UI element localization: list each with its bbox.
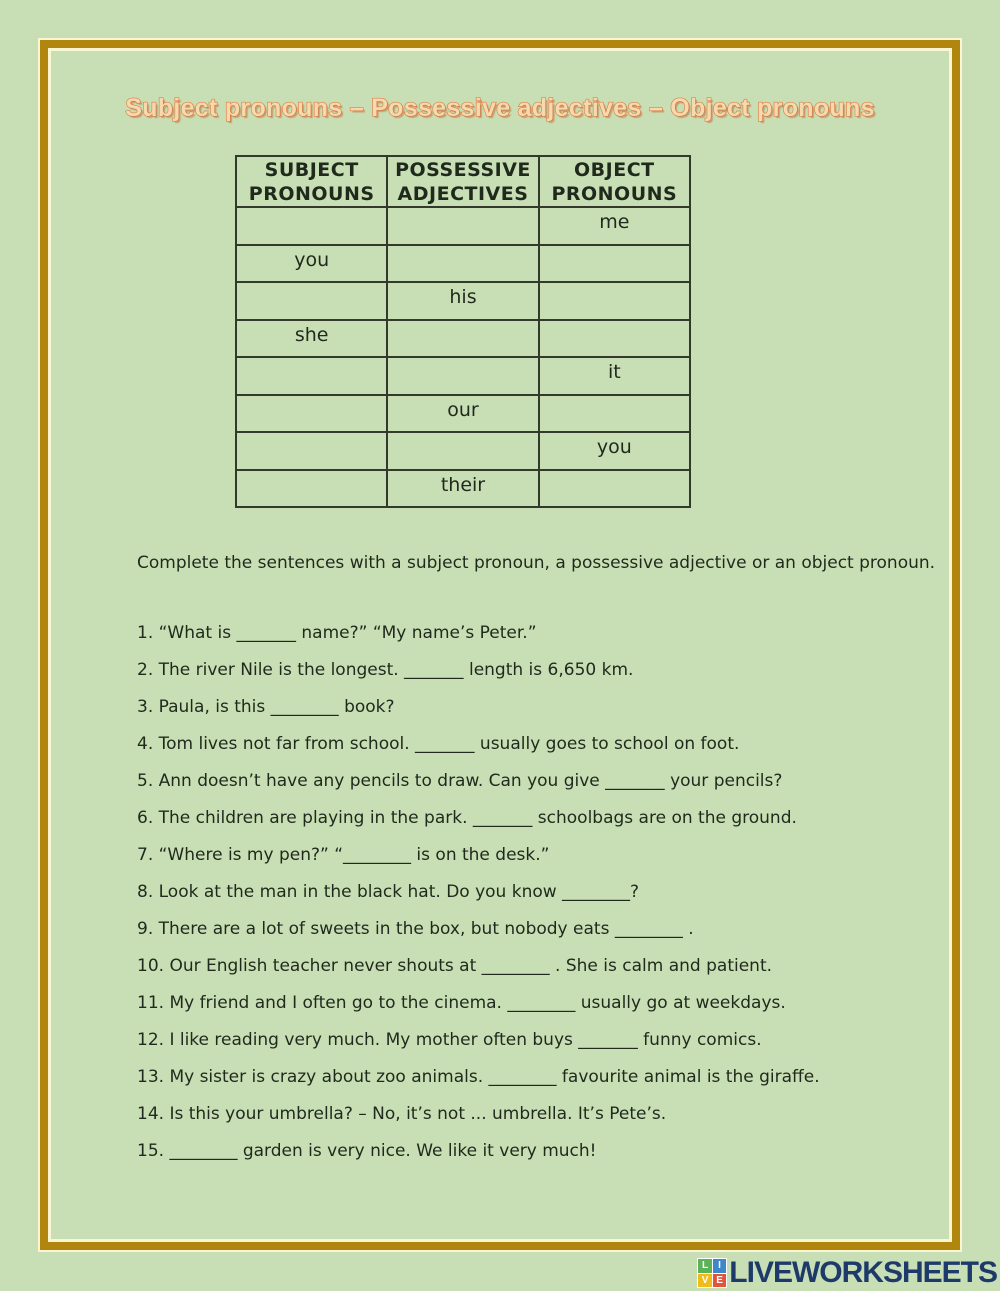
sentence-04[interactable]: 4. Tom lives not far from school. _______ usually goes to school on foot. xyxy=(137,733,740,754)
sentence-06[interactable]: 6. The children are playing in the park. _______ schoolbags are on the ground. xyxy=(137,807,797,828)
sentence-13[interactable]: 13. My sister is crazy about zoo animals. ________ favourite animal is the giraffe. xyxy=(137,1066,820,1087)
table-row xyxy=(236,357,690,395)
table-row xyxy=(236,282,690,320)
logo-letter-e: E xyxy=(713,1274,727,1288)
pronoun-cell: their xyxy=(387,470,538,508)
answer-cell[interactable] xyxy=(236,470,387,508)
sentence-05[interactable]: 5. Ann doesn’t have any pencils to draw. Can you give _______ your pencils? xyxy=(137,770,783,791)
pronoun-cell: she xyxy=(236,320,387,358)
answer-cell[interactable] xyxy=(539,245,690,283)
answer-cell[interactable] xyxy=(387,245,538,283)
header-subject-pronouns: SUBJECT PRONOUNS xyxy=(236,156,387,207)
logo-letter-l: L xyxy=(698,1259,712,1273)
sentence-02[interactable]: 2. The river Nile is the longest. _______ length is 6,650 km. xyxy=(137,659,634,680)
table-row xyxy=(236,245,690,283)
sentence-10[interactable]: 10. Our English teacher never shouts at ________ . She is calm and patient. xyxy=(137,955,773,976)
sentence-15[interactable]: 15. ________ garden is very nice. We like it very much! xyxy=(137,1140,597,1161)
sentence-14[interactable]: 14. Is this your umbrella? – No, it’s not ... umbrella. It’s Pete’s. xyxy=(137,1103,667,1124)
liveworksheets-logo-icon xyxy=(697,1258,727,1288)
answer-cell[interactable] xyxy=(387,320,538,358)
answer-cell[interactable] xyxy=(539,282,690,320)
pronoun-cell: me xyxy=(539,207,690,245)
sentence-12[interactable]: 12. I like reading very much. My mother often buys _______ funny comics. xyxy=(137,1029,762,1050)
pronouns-table-body xyxy=(236,207,690,507)
sentence-09[interactable]: 9. There are a lot of sweets in the box, but nobody eats ________ . xyxy=(137,918,694,939)
sentence-07[interactable]: 7. “Where is my pen?” “________ is on the desk.” xyxy=(137,844,550,865)
answer-cell[interactable] xyxy=(387,432,538,470)
logo-letter-v: V xyxy=(698,1274,712,1288)
pronoun-cell: you xyxy=(539,432,690,470)
answer-cell[interactable] xyxy=(539,395,690,433)
answer-cell[interactable] xyxy=(236,357,387,395)
header-row xyxy=(236,156,690,207)
sentence-08[interactable]: 8. Look at the man in the black hat. Do you know ________? xyxy=(137,881,640,902)
instruction-text: Complete the sentences with a subject pronoun, a possessive adjective or an object pronoun. xyxy=(137,553,936,573)
pronoun-cell: his xyxy=(387,282,538,320)
logo-letter-i: I xyxy=(713,1259,727,1273)
page-title: Subject pronouns – Possessive adjectives – Object pronouns xyxy=(125,94,875,122)
table-row xyxy=(236,207,690,245)
answer-cell[interactable] xyxy=(236,395,387,433)
answer-cell[interactable] xyxy=(387,207,538,245)
table-row xyxy=(236,395,690,433)
liveworksheets-logo-text: LIVEWORKSHEETS xyxy=(729,1256,997,1289)
liveworksheets-logo[interactable] xyxy=(697,1256,997,1290)
sentence-03[interactable]: 3. Paula, is this ________ book? xyxy=(137,696,395,717)
answer-cell[interactable] xyxy=(539,320,690,358)
answer-cell[interactable] xyxy=(236,282,387,320)
table-row xyxy=(236,470,690,508)
pronouns-table xyxy=(235,155,691,508)
sentence-01[interactable]: 1. “What is _______ name?” “My name’s Peter.” xyxy=(137,622,537,643)
sentence-11[interactable]: 11. My friend and I often go to the cinema. ________ usually go at weekdays. xyxy=(137,992,786,1013)
pronoun-cell: it xyxy=(539,357,690,395)
answer-cell[interactable] xyxy=(236,207,387,245)
pronoun-cell: you xyxy=(236,245,387,283)
table-row xyxy=(236,320,690,358)
header-possessive-adjectives: POSSESSIVE ADJECTIVES xyxy=(387,156,538,207)
sentence-list xyxy=(137,614,945,1169)
header-object-pronouns: OBJECT PRONOUNS xyxy=(539,156,690,207)
pronouns-table-header xyxy=(236,156,690,207)
answer-cell[interactable] xyxy=(539,470,690,508)
table-row xyxy=(236,432,690,470)
answer-cell[interactable] xyxy=(387,357,538,395)
answer-cell[interactable] xyxy=(236,432,387,470)
pronoun-cell: our xyxy=(387,395,538,433)
